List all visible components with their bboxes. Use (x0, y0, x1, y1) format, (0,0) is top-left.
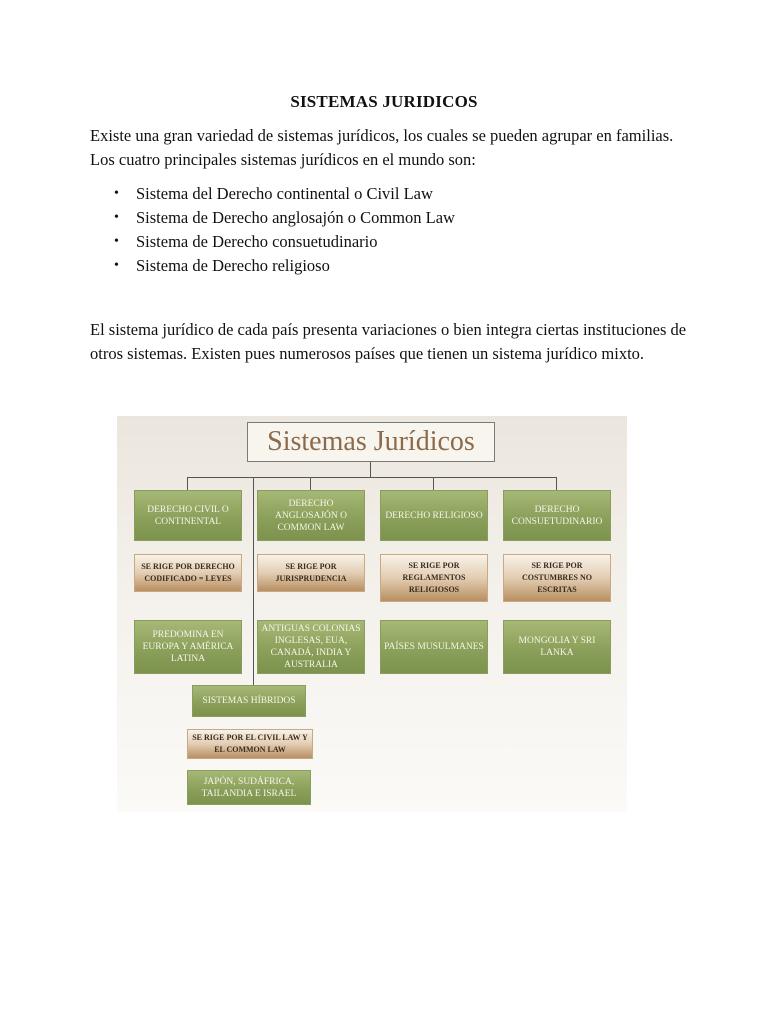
diagram-title: Sistemas Jurídicos (247, 422, 495, 462)
civil-law-rule-box: SE RIGE POR DERECHO CODIFICADO = LEYES (134, 554, 242, 592)
connector-line (253, 477, 254, 685)
bullet-icon: • (114, 186, 119, 201)
bullet-icon: • (114, 210, 119, 225)
religious-law-rule-box: SE RIGE POR REGLAMENTOS RELIGIOSOS (380, 554, 488, 602)
connector-line (556, 477, 557, 490)
bullet-icon: • (114, 258, 119, 273)
systems-list (90, 182, 455, 278)
connector-line (187, 477, 556, 478)
list-item: • Sistema de Derecho religioso (90, 254, 455, 278)
common-law-rule-box: SE RIGE POR JURISPRUDENCIA (257, 554, 365, 592)
customary-law-regions-box: MONGOLIA Y SRI LANKA (503, 620, 611, 674)
religious-law-regions-box: PAÍSES MUSULMANES (380, 620, 488, 674)
legal-systems-diagram (117, 416, 627, 812)
hybrid-systems-box: SISTEMAS HÍBRIDOS (192, 685, 306, 717)
mixed-systems-paragraph: El sistema jurídico de cada país presenta variaciones o bien integra ciertas instituciones de otros sistemas. Existen pues numerosos países que tienen un sistema jurídico mixto. (90, 320, 687, 363)
list-item: • Sistema de Derecho anglosajón o Common Law (90, 206, 455, 230)
connector-line (433, 477, 434, 490)
customary-law-box: DERECHO CONSUETUDINARIO (503, 490, 611, 541)
list-item: • Sistema de Derecho consuetudinario (90, 230, 455, 254)
religious-law-box: DERECHO RELIGIOSO (380, 490, 488, 541)
civil-law-regions-box: PREDOMINA EN EUROPA Y AMÉRICA LATINA (134, 620, 242, 674)
bullet-icon: • (114, 234, 119, 249)
connector-line (310, 477, 311, 490)
intro-paragraph: Existe una gran variedad de sistemas jurídicos, los cuales se pueden agrupar en familias. Los cuatro principales sistemas jurídicos en el mundo son: (90, 126, 674, 169)
customary-law-rule-box: SE RIGE POR COSTUMBRES NO ESCRITAS (503, 554, 611, 602)
civil-law-box: DERECHO CIVIL O CONTINENTAL (134, 490, 242, 541)
hybrid-rule-box: SE RIGE POR EL CIVIL LAW Y EL COMMON LAW (187, 729, 313, 759)
hybrid-regions-box: JAPÓN, SUDÁFRICA, TAILANDIA E ISRAEL (187, 770, 311, 805)
connector-line (187, 477, 188, 490)
common-law-box: DERECHO ANGLOSAJÓN O COMMON LAW (257, 490, 365, 541)
document-title: SISTEMAS JURIDICOS (290, 92, 478, 111)
connector-line (370, 462, 371, 477)
list-item: • Sistema del Derecho continental o Civil Law (90, 182, 455, 206)
common-law-regions-box: ANTIGUAS COLONIAS INGLESAS, EUA, CANADÁ, INDIA Y AUSTRALIA (257, 620, 365, 674)
